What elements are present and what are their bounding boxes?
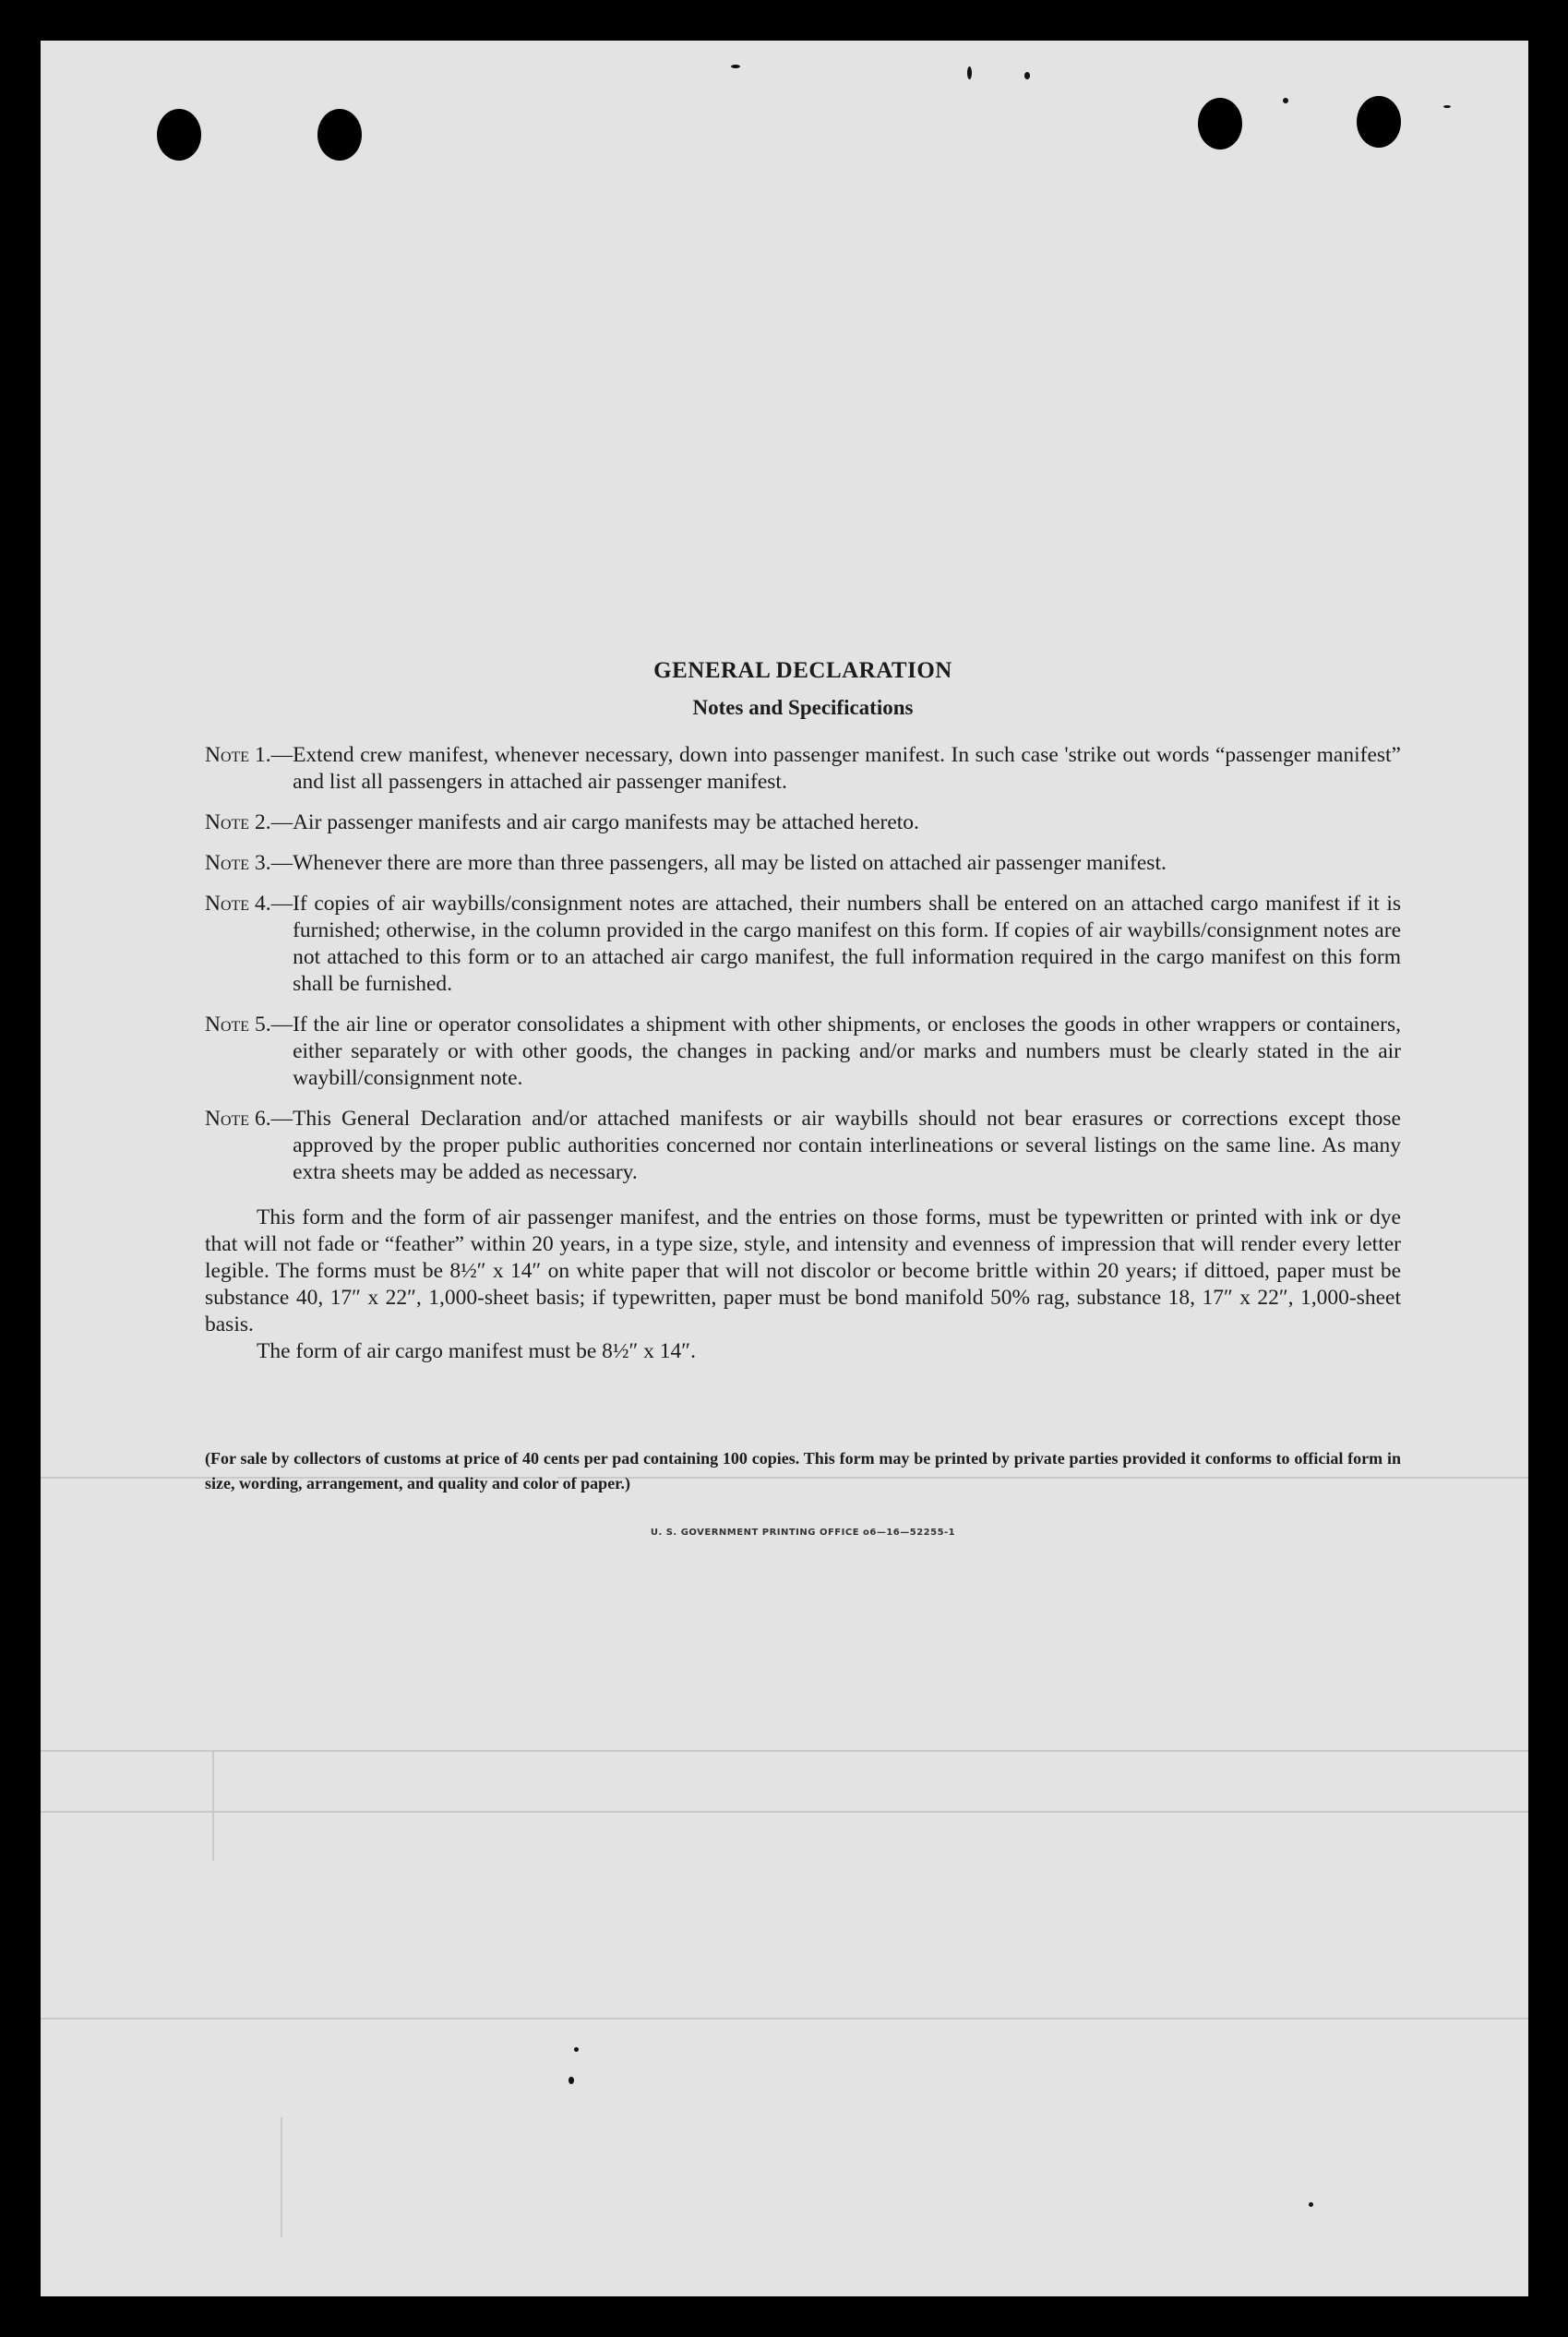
note-text: Whenever there are more than three passengers, all may be listed on attached air passenger manifest. xyxy=(293,851,1167,875)
binder-hole xyxy=(157,109,201,161)
note-label: Note 6.— xyxy=(205,1107,293,1131)
binder-hole xyxy=(317,109,362,161)
printer-imprint: U. S. GOVERNMENT PRINTING OFFICE o6—16—52255-1 xyxy=(650,1528,956,1538)
page-title: GENERAL DECLARATION xyxy=(653,658,952,683)
note-label: Note 1.— xyxy=(205,743,293,767)
speck xyxy=(574,2047,579,2052)
speck xyxy=(731,65,740,68)
bleed-through-line xyxy=(41,1750,1528,1752)
note-2 xyxy=(205,809,1401,836)
speck xyxy=(569,2077,574,2084)
binder-hole xyxy=(1357,96,1401,148)
speck xyxy=(1443,105,1451,108)
bleed-through-line xyxy=(281,2117,282,2237)
sale-notice: (For sale by collectors of customs at price of 40 cents per pad containing 100 copies. This form may be printed by private parties provided it conforms to official form in size, wording, arrangement, and quality and color of paper.) xyxy=(205,1449,1401,1492)
note-text: Air passenger manifests and air cargo manifests may be attached hereto. xyxy=(293,810,919,834)
note-label: Note 5.— xyxy=(205,1013,293,1037)
bleed-through-line xyxy=(41,1811,1528,1813)
note-6 xyxy=(205,1106,1401,1186)
note-label: Note 3.— xyxy=(205,851,293,875)
note-label: Note 4.— xyxy=(205,892,293,916)
note-4 xyxy=(205,891,1401,998)
note-text: If the air line or operator consolidates a shipment with other shipments, or encloses the goods in other wrappers or containers, either separately or with other goods, the changes in packing and/or marks and numbers must be clearly stated in the air waybill/consignment note. xyxy=(293,1013,1401,1090)
note-label: Note 2.— xyxy=(205,810,293,834)
note-1 xyxy=(205,742,1401,796)
note-3 xyxy=(205,850,1401,877)
bleed-through-line xyxy=(212,1750,214,1861)
speck xyxy=(967,66,972,79)
note-text: If copies of air waybills/consignment notes are attached, their numbers shall be entered on an attached cargo manifest if it is furnished; otherwise, in the column provided in the cargo manifest on this form. If copies of air waybills/consignment notes are not attached to this form or to an attached air cargo manifest, the full information required in the cargo manifest on this form shall be furnished. xyxy=(293,892,1401,996)
note-5 xyxy=(205,1012,1401,1092)
speck xyxy=(1283,98,1288,103)
note-text: This General Declaration and/or attached manifests or air waybills should not bear erasures or corrections except those approved by the proper public authorities concerned nor contain interlineations or several listings on the same line. As many extra sheets may be added as necessary. xyxy=(293,1107,1401,1184)
document-page xyxy=(41,41,1528,2296)
speck xyxy=(1024,72,1030,79)
notes-section xyxy=(205,657,1401,1538)
page-subtitle: Notes and Specifications xyxy=(692,696,914,719)
bleed-through-line xyxy=(41,2018,1528,2019)
specification-paragraph: This form and the form of air passenger manifest, and the entries on those forms, must be typewritten or printed with ink or dye that will not fade or “feather” within 20 years, in a type size, style, and intensity and evenness of impression that will render every letter legible. The forms must be 8½″ x 14″ on white paper that will not discolor or become brittle within 20 years; if dittoed, paper must be substance 40, 17″ x 22″, 1,000-sheet basis; if typewritten, paper must be bond manifold 50% rag, substance 18, 17″ x 22″, 1,000-sheet basis. xyxy=(205,1205,1401,1336)
note-text: Extend crew manifest, whenever necessary, down into passenger manifest. In such case 'strike out words “passenger manifest” and list all passengers in attached air passenger manifest. xyxy=(293,743,1401,794)
binder-hole xyxy=(1198,98,1242,150)
cargo-manifest-size-paragraph: The form of air cargo manifest must be 8½″ x 14″. xyxy=(257,1339,696,1363)
speck xyxy=(1309,2202,1313,2207)
